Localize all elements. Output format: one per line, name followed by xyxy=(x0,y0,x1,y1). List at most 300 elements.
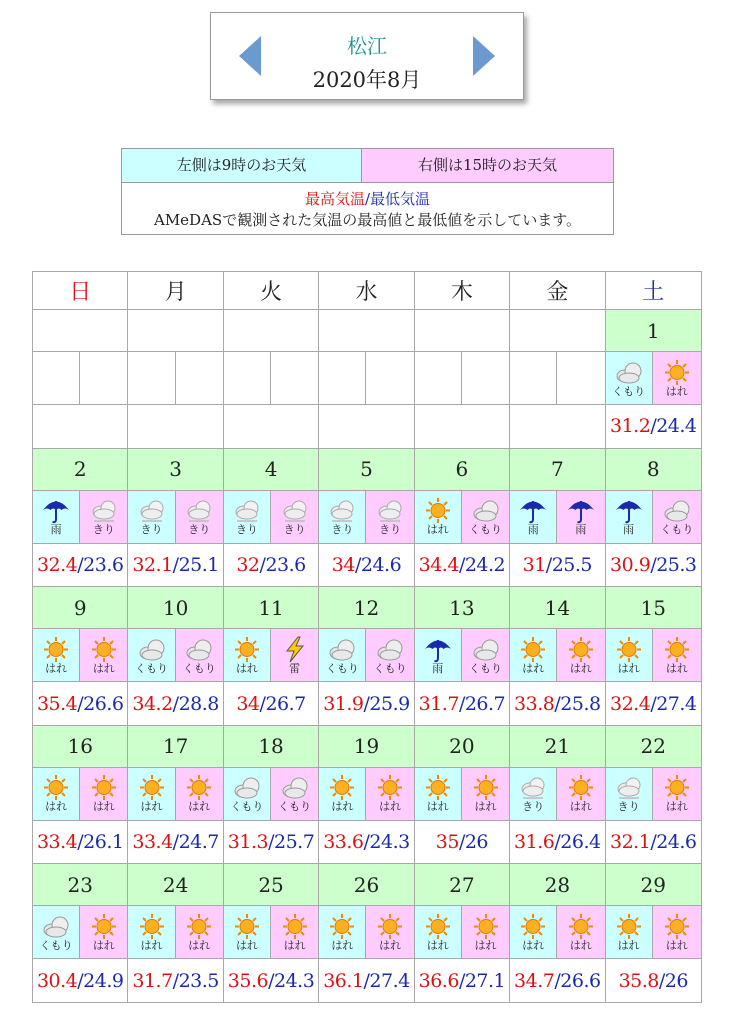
weekday-sun: 日 xyxy=(33,272,128,310)
weather-label: きり xyxy=(140,523,163,537)
weather-pm xyxy=(653,634,701,677)
umbrella-icon xyxy=(614,497,644,524)
date-cell: 14 xyxy=(510,587,605,629)
date-cell: 9 xyxy=(33,587,128,629)
weather-am xyxy=(510,772,556,815)
weather-am xyxy=(510,911,556,954)
min-temp: 25.8 xyxy=(560,692,601,715)
max-temp: 34 xyxy=(331,553,355,576)
max-temp: 34.2 xyxy=(132,692,173,715)
am-weather-cell xyxy=(605,490,652,543)
weather-label: くもり xyxy=(660,523,694,537)
temp-separator: / xyxy=(363,969,370,992)
weather-am xyxy=(33,495,79,538)
date-cell: 17 xyxy=(128,725,223,767)
max-temp: 30.4 xyxy=(36,969,78,992)
max-temp: 31.2 xyxy=(610,415,651,438)
temperature-cell xyxy=(414,682,509,725)
cloud-icon xyxy=(184,636,214,663)
min-temp: 26 xyxy=(664,969,688,992)
date-cell: 26 xyxy=(319,864,414,906)
temp-separator: / xyxy=(77,553,84,576)
am-weather-cell xyxy=(414,767,461,820)
temp-separator: / xyxy=(554,692,561,715)
weather-label: はれ xyxy=(617,938,640,952)
weather-am xyxy=(319,495,365,538)
pm-weather-cell xyxy=(271,629,319,682)
umbrella-icon xyxy=(566,497,596,524)
cloud-icon xyxy=(471,636,501,663)
temperature-cell xyxy=(319,543,414,586)
empty-date-cell xyxy=(128,310,223,352)
weather-label: はれ xyxy=(140,938,163,952)
empty-temp-cell xyxy=(510,405,605,448)
weather-pm xyxy=(557,634,604,677)
weather-label: 雨 xyxy=(527,523,539,537)
sun-icon xyxy=(423,913,453,940)
weather-label: きり xyxy=(522,800,545,814)
weather-pm xyxy=(176,772,223,815)
week-2-date-row xyxy=(33,448,702,490)
temperature-cell xyxy=(128,682,223,725)
weather-label: はれ xyxy=(665,384,688,398)
temp-separator: / xyxy=(458,692,465,715)
sun-icon xyxy=(280,913,310,940)
weather-am xyxy=(33,772,79,815)
date-cell: 1 xyxy=(605,310,701,352)
min-temp: 24.3 xyxy=(274,969,315,992)
temperature-cell xyxy=(414,543,509,586)
min-temp: 25.5 xyxy=(551,553,593,576)
max-temp: 35.8 xyxy=(618,969,659,992)
cloud-icon xyxy=(327,636,357,663)
am-weather-cell xyxy=(414,629,461,682)
sun-icon xyxy=(327,774,357,801)
legend-am: 左側は9時のお天気 xyxy=(122,149,362,183)
weather-label: はれ xyxy=(235,661,258,675)
min-temp: 24.6 xyxy=(656,831,697,854)
am-weather-cell xyxy=(223,906,270,959)
max-temp: 32.1 xyxy=(132,553,173,576)
max-temp: 31.3 xyxy=(227,831,269,854)
temperature-cell xyxy=(223,959,318,1003)
weather-am xyxy=(224,911,270,954)
next-month-arrow-icon[interactable] xyxy=(473,36,495,76)
weather-label: はれ xyxy=(426,523,449,537)
weather-label: 雨 xyxy=(50,523,62,537)
min-temp: 27.1 xyxy=(464,969,506,992)
max-temp: 32.1 xyxy=(610,831,651,854)
min-temp: 25.3 xyxy=(656,553,697,576)
min-temp: 26.1 xyxy=(83,831,124,854)
sun-icon xyxy=(662,359,692,386)
weather-label: きり xyxy=(92,523,115,537)
pm-weather-cell xyxy=(175,906,223,959)
temp-separator: / xyxy=(458,831,465,854)
weather-am xyxy=(606,495,652,538)
max-temp: 32.4 xyxy=(610,692,651,715)
pm-weather-cell xyxy=(80,906,128,959)
pm-weather-cell xyxy=(271,490,319,543)
legend-separator: / xyxy=(364,190,371,208)
weather-am xyxy=(415,634,461,677)
weekday-fri: 金 xyxy=(510,272,605,310)
sun-icon xyxy=(375,913,405,940)
weather-label: はれ xyxy=(426,938,449,952)
temperature-cell xyxy=(414,959,509,1003)
pm-weather-cell xyxy=(557,767,605,820)
min-temp: 26.6 xyxy=(83,692,124,715)
empty-date-cell xyxy=(414,310,509,352)
weather-label: くもり xyxy=(469,661,502,675)
empty-pm-cell xyxy=(80,352,128,405)
pm-weather-cell xyxy=(557,629,605,682)
max-temp: 33.6 xyxy=(323,831,364,854)
weather-label: はれ xyxy=(665,800,688,814)
max-temp: 31.9 xyxy=(323,692,364,715)
am-weather-cell xyxy=(605,767,652,820)
am-weather-cell xyxy=(319,906,366,959)
pm-weather-cell xyxy=(652,490,701,543)
weather-label: はれ xyxy=(92,800,115,814)
weekday-tue: 火 xyxy=(223,272,318,310)
weather-label: はれ xyxy=(331,938,354,952)
sun-icon xyxy=(423,497,453,524)
weather-pm xyxy=(176,911,223,954)
weather-label: きり xyxy=(188,523,211,537)
temperature-cell xyxy=(605,682,701,725)
empty-temp-cell xyxy=(128,405,223,448)
date-cell: 22 xyxy=(605,725,701,767)
empty-pm-cell xyxy=(557,352,605,405)
max-temp: 35 xyxy=(435,831,459,854)
thunder-icon xyxy=(280,636,310,663)
sun-icon xyxy=(375,774,405,801)
max-temp: 31 xyxy=(522,553,546,576)
sun-icon xyxy=(89,636,119,663)
sun-icon xyxy=(518,636,548,663)
min-temp: 24.6 xyxy=(360,553,402,576)
am-weather-cell xyxy=(33,629,80,682)
am-weather-cell xyxy=(510,490,557,543)
weather-am xyxy=(128,634,174,677)
am-weather-cell xyxy=(128,629,175,682)
umbrella-icon xyxy=(423,636,453,663)
pm-weather-cell xyxy=(652,767,701,820)
empty-pm-cell xyxy=(366,352,414,405)
pm-weather-cell xyxy=(366,906,414,959)
weather-pm xyxy=(557,495,604,538)
fog-icon xyxy=(184,497,214,524)
am-weather-cell xyxy=(605,629,652,682)
fog-icon xyxy=(137,497,167,524)
weather-am xyxy=(606,772,652,815)
date-cell: 18 xyxy=(223,725,318,767)
weather-label: くもり xyxy=(373,661,407,675)
weather-label: きり xyxy=(617,800,640,814)
weather-am xyxy=(319,634,365,677)
weather-pm xyxy=(366,495,413,538)
weather-pm xyxy=(462,634,509,677)
temperature-cell xyxy=(605,820,701,863)
sun-icon xyxy=(137,913,167,940)
empty-pm-cell xyxy=(461,352,509,405)
weather-label: はれ xyxy=(188,800,211,814)
min-temp: 27.4 xyxy=(369,969,410,992)
min-temp: 28.8 xyxy=(178,692,219,715)
date-cell: 7 xyxy=(510,448,605,490)
weather-pm xyxy=(557,772,604,815)
temp-separator: / xyxy=(172,831,179,854)
weather-pm xyxy=(366,634,413,677)
pm-weather-cell xyxy=(366,629,414,682)
weather-label: はれ xyxy=(188,938,211,952)
temperature-cell xyxy=(510,820,605,863)
week-5-date-row xyxy=(33,864,702,906)
weather-label: くもり xyxy=(230,800,264,814)
sun-icon xyxy=(566,913,596,940)
cloud-icon xyxy=(662,497,692,524)
temp-separator: / xyxy=(268,969,274,992)
empty-am-cell xyxy=(128,352,175,405)
legend-min-label: 最低気温 xyxy=(370,190,431,208)
weather-am xyxy=(415,772,461,815)
weather-pm xyxy=(271,911,318,954)
max-temp: 31.7 xyxy=(132,969,173,992)
weather-label: くもり xyxy=(612,384,646,398)
weather-label: くもり xyxy=(182,661,216,675)
temperature-cell xyxy=(128,959,223,1003)
weather-label: はれ xyxy=(140,800,163,814)
weather-am xyxy=(224,772,270,815)
cloud-icon xyxy=(232,774,262,801)
temperature-cell xyxy=(319,682,414,725)
temp-separator: / xyxy=(658,969,665,992)
month-navigator xyxy=(210,12,524,100)
pm-weather-cell xyxy=(461,906,509,959)
weather-label: くもり xyxy=(325,661,359,675)
empty-temp-cell xyxy=(223,405,318,448)
weather-pm xyxy=(176,634,223,677)
temp-separator: / xyxy=(554,831,561,854)
weather-label: はれ xyxy=(379,800,402,814)
weather-label: くもり xyxy=(278,800,312,814)
weather-am xyxy=(33,911,79,954)
empty-am-cell xyxy=(414,352,461,405)
temperature-cell xyxy=(605,405,701,448)
max-temp: 35.6 xyxy=(227,969,269,992)
date-cell: 12 xyxy=(319,587,414,629)
cloud-icon xyxy=(471,497,501,524)
temp-separator: / xyxy=(354,553,361,576)
pm-weather-cell xyxy=(461,767,509,820)
week-3-temp-row xyxy=(33,682,702,725)
temp-separator: / xyxy=(458,553,465,576)
temperature-cell xyxy=(33,543,128,586)
date-cell: 27 xyxy=(414,864,509,906)
date-cell: 10 xyxy=(128,587,223,629)
sun-icon xyxy=(184,913,214,940)
week-1-temp-row xyxy=(33,405,702,448)
empty-am-cell xyxy=(33,352,80,405)
temp-separator: / xyxy=(363,692,370,715)
pm-weather-cell xyxy=(461,629,509,682)
weather-am xyxy=(128,911,174,954)
weather-am xyxy=(606,357,652,400)
fog-icon xyxy=(327,497,357,524)
weather-label: はれ xyxy=(92,938,115,952)
weather-label: はれ xyxy=(235,938,258,952)
date-cell: 2 xyxy=(33,448,128,490)
min-temp: 26.7 xyxy=(464,692,506,715)
weather-pm xyxy=(176,495,223,538)
weather-label: はれ xyxy=(426,800,449,814)
week-1-weather-row xyxy=(33,352,702,405)
am-weather-cell xyxy=(605,352,652,405)
date-cell: 13 xyxy=(414,587,509,629)
am-weather-cell xyxy=(33,490,80,543)
pm-weather-cell xyxy=(271,906,319,959)
temp-separator: / xyxy=(77,969,84,992)
temp-separator: / xyxy=(172,553,179,576)
date-cell: 3 xyxy=(128,448,223,490)
weather-label: はれ xyxy=(522,661,545,675)
weather-am xyxy=(319,911,365,954)
sun-icon xyxy=(232,636,262,663)
sun-icon xyxy=(518,913,548,940)
legend-temperature xyxy=(122,188,613,209)
umbrella-icon xyxy=(41,497,71,524)
max-temp: 34 xyxy=(236,692,260,715)
temp-separator: / xyxy=(554,969,561,992)
sun-icon xyxy=(662,774,692,801)
cloud-icon xyxy=(280,774,310,801)
weekday-sat: 土 xyxy=(605,272,701,310)
temp-separator: / xyxy=(545,553,552,576)
min-temp: 25.1 xyxy=(178,553,219,576)
temperature-cell xyxy=(33,682,128,725)
pm-weather-cell xyxy=(461,490,509,543)
temperature-cell xyxy=(414,820,509,863)
weather-am xyxy=(128,772,174,815)
temp-separator: / xyxy=(259,692,266,715)
weekday-thu: 木 xyxy=(414,272,509,310)
weather-label: はれ xyxy=(283,938,306,952)
temp-separator: / xyxy=(650,692,657,715)
legend-box xyxy=(121,148,614,235)
am-weather-cell xyxy=(223,767,270,820)
am-weather-cell xyxy=(33,906,80,959)
fog-icon xyxy=(280,497,310,524)
week-4-date-row xyxy=(33,725,702,767)
fog-icon xyxy=(375,497,405,524)
max-temp: 33.4 xyxy=(36,831,78,854)
max-temp: 32 xyxy=(236,553,260,576)
empty-am-cell xyxy=(510,352,557,405)
temperature-cell xyxy=(605,959,701,1003)
weather-label: 雨 xyxy=(575,523,587,537)
max-temp: 32.4 xyxy=(36,553,78,576)
week-3-weather-row xyxy=(33,629,702,682)
weather-am xyxy=(606,911,652,954)
date-cell: 23 xyxy=(33,864,128,906)
am-weather-cell xyxy=(605,906,652,959)
weekday-wed: 水 xyxy=(319,272,414,310)
week-5-weather-row xyxy=(33,906,702,959)
date-cell: 11 xyxy=(223,587,318,629)
temperature-cell xyxy=(223,820,318,863)
sun-icon xyxy=(614,636,644,663)
weather-label: はれ xyxy=(474,938,497,952)
empty-am-cell xyxy=(223,352,270,405)
sun-icon xyxy=(566,774,596,801)
weather-pm xyxy=(653,357,701,400)
sun-icon xyxy=(566,636,596,663)
pm-weather-cell xyxy=(80,490,128,543)
weather-label: はれ xyxy=(379,938,402,952)
min-temp: 25.9 xyxy=(369,692,410,715)
max-temp: 34.7 xyxy=(514,969,555,992)
weather-am xyxy=(319,772,365,815)
date-cell: 29 xyxy=(605,864,701,906)
sun-icon xyxy=(471,774,501,801)
temp-separator: / xyxy=(650,553,657,576)
temp-separator: / xyxy=(363,831,370,854)
weather-am xyxy=(224,495,270,538)
max-temp: 36.6 xyxy=(418,969,459,992)
cloud-icon xyxy=(41,913,71,940)
max-temp: 35.4 xyxy=(36,692,78,715)
sun-icon xyxy=(41,774,71,801)
weather-label: はれ xyxy=(665,661,688,675)
min-temp: 26 xyxy=(464,831,489,854)
cloud-icon xyxy=(375,636,405,663)
weather-label: はれ xyxy=(665,938,688,952)
weather-am xyxy=(415,495,461,538)
weather-am xyxy=(510,495,556,538)
temp-separator: / xyxy=(172,692,179,715)
weather-pm xyxy=(557,911,604,954)
sun-icon xyxy=(423,774,453,801)
temperature-cell xyxy=(510,682,605,725)
min-temp: 24.9 xyxy=(83,969,124,992)
min-temp: 24.4 xyxy=(656,415,697,438)
sun-icon xyxy=(89,774,119,801)
date-cell: 6 xyxy=(414,448,509,490)
cloud-icon xyxy=(614,359,644,386)
min-temp: 25.7 xyxy=(274,831,315,854)
max-temp: 33.4 xyxy=(132,831,173,854)
pm-weather-cell xyxy=(271,767,319,820)
weather-am xyxy=(510,634,556,677)
date-cell: 28 xyxy=(510,864,605,906)
weather-label: はれ xyxy=(569,800,592,814)
date-cell: 19 xyxy=(319,725,414,767)
weather-pm xyxy=(80,495,127,538)
weather-pm xyxy=(462,772,509,815)
sun-icon xyxy=(327,913,357,940)
am-weather-cell xyxy=(510,629,557,682)
empty-date-cell xyxy=(33,310,128,352)
empty-date-cell xyxy=(510,310,605,352)
pm-weather-cell xyxy=(175,490,223,543)
min-temp: 27.4 xyxy=(656,692,697,715)
am-weather-cell xyxy=(128,906,175,959)
sun-icon xyxy=(232,913,262,940)
temperature-cell xyxy=(223,682,318,725)
weather-pm xyxy=(653,911,701,954)
temperature-cell xyxy=(33,820,128,863)
